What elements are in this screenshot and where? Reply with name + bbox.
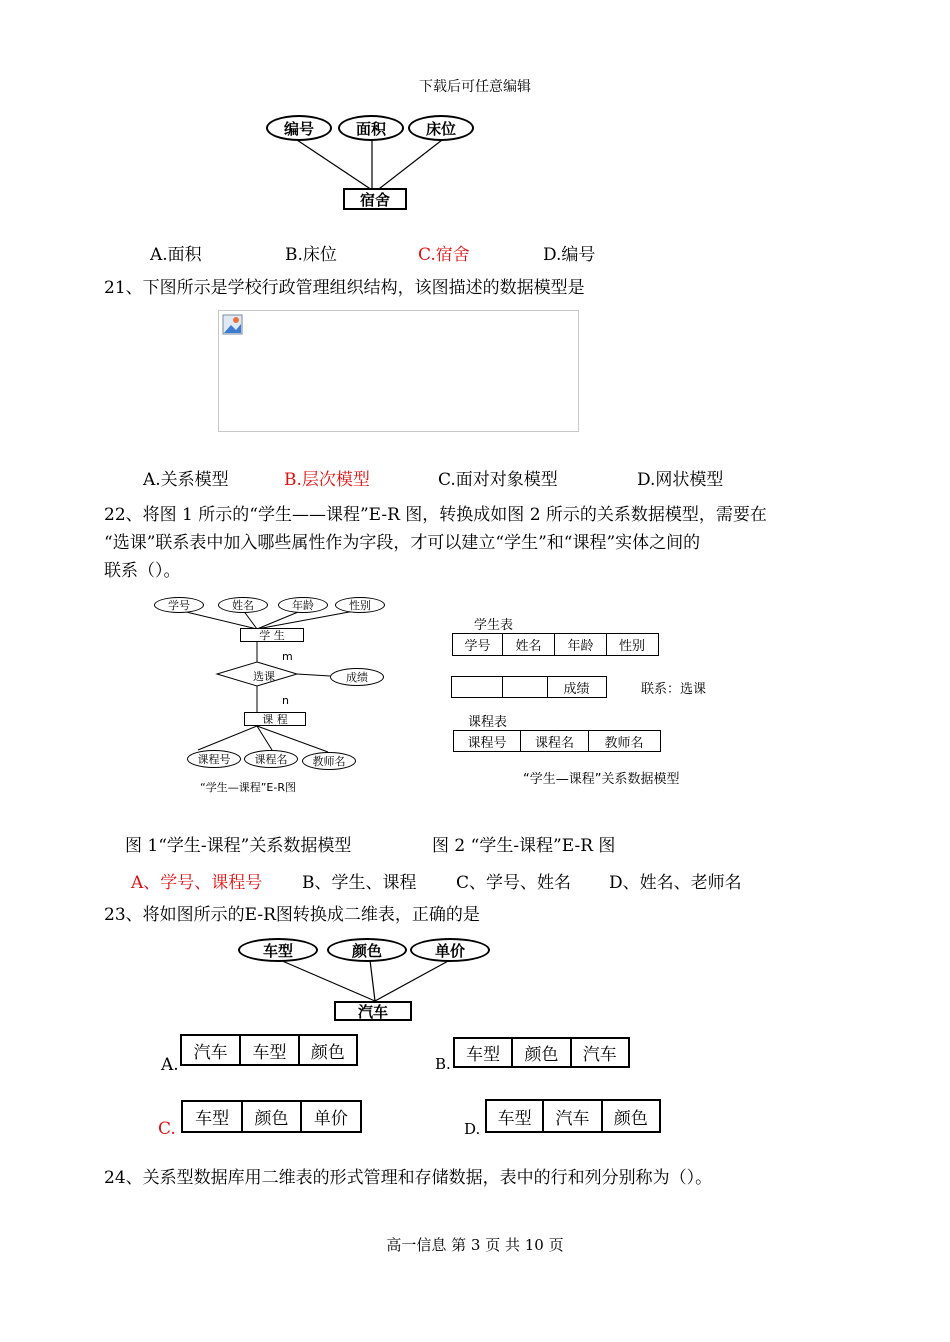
q22-link-label: 联系：选课 xyxy=(641,682,707,697)
q21-option-b: B.层次模型 xyxy=(284,470,370,490)
q22-student-col-age: 年龄 xyxy=(555,634,607,655)
q22-course-col-cid: 课程号 xyxy=(454,731,521,751)
q22-option-c: C、学号、姓名 xyxy=(456,873,572,893)
q21-option-c: C.面对对象模型 xyxy=(438,470,558,490)
q20-option-d: D.编号 xyxy=(543,245,596,265)
q22-text-line3: 联系（）。 xyxy=(104,561,181,581)
q22-link-table xyxy=(451,676,607,698)
q22-student-col-name: 姓名 xyxy=(503,634,555,655)
q20-option-b: B.床位 xyxy=(285,245,337,265)
q22-course-table xyxy=(453,730,661,752)
q23-a-col-2: 车型 xyxy=(241,1036,299,1064)
q23-option-b-table xyxy=(453,1037,630,1068)
q23-attr-price: 单价 xyxy=(410,938,490,962)
q24-text: 24、关系型数据库用二维表的形式管理和存储数据，表中的行和列分别称为（）。 xyxy=(104,1168,713,1188)
q23-b-col-2: 颜色 xyxy=(513,1039,571,1066)
q23-d-col-3: 颜色 xyxy=(613,1108,648,1129)
q22-er-attr-gender: 性别 xyxy=(335,597,385,613)
q22-student-table xyxy=(452,633,659,656)
q22-er-relation: 选课 xyxy=(253,670,275,683)
q23-option-d-table xyxy=(485,1099,661,1133)
q23-option-d-label: D. xyxy=(464,1120,481,1138)
q22-course-table-title: 课程表 xyxy=(468,715,508,730)
q22-er-n: n xyxy=(282,694,289,707)
q22-student-col-gender: 性别 xyxy=(618,639,645,654)
q21-option-a: A.关系模型 xyxy=(143,470,229,490)
q23-text: 23、将如图所示的E-R图转换成二维表，正确的是 xyxy=(104,905,480,925)
q22-er-caption: “学生—课程”E-R图 xyxy=(200,781,296,794)
q22-link-col-score: 成绩 xyxy=(563,681,590,697)
q22-er-attr-cid: 课程号 xyxy=(187,750,241,768)
q23-d-col-2: 汽车 xyxy=(544,1101,602,1131)
broken-image-icon xyxy=(222,314,244,336)
q22-student-col-sid: 学号 xyxy=(453,634,503,655)
q23-entity: 汽车 xyxy=(334,1001,412,1021)
q23-option-b-label: B. xyxy=(435,1055,451,1073)
q22-option-a: A、学号、课程号 xyxy=(131,873,263,893)
q23-c-col-2: 颜色 xyxy=(243,1102,301,1131)
q20-option-c: C.宿舍 xyxy=(418,245,470,265)
q23-c-col-3: 单价 xyxy=(313,1109,348,1129)
q22-fig-caption-1: 图 1“学生-课程”关系数据模型 xyxy=(125,836,352,856)
q22-er-entity-student: 学 生 xyxy=(240,628,304,642)
q22-option-d: D、姓名、老师名 xyxy=(609,873,742,893)
q22-er-attr-age: 年龄 xyxy=(278,597,328,613)
q23-attr-color: 颜色 xyxy=(327,938,407,962)
q20-entity: 宿舍 xyxy=(343,188,407,210)
q21-option-d: D.网状模型 xyxy=(637,470,724,490)
page-header: 下载后可任意编辑 xyxy=(419,79,531,95)
q22-er-entity-course: 课 程 xyxy=(244,712,306,726)
q23-option-c-table xyxy=(181,1100,362,1133)
q23-a-col-3: 颜色 xyxy=(310,1042,345,1063)
q23-option-c-label: C. xyxy=(158,1119,176,1139)
q23-option-a-label: A. xyxy=(161,1055,179,1075)
q23-option-a-table xyxy=(180,1034,358,1066)
q20-attr-id: 编号 xyxy=(266,115,332,141)
q23-attr-model: 车型 xyxy=(238,938,318,962)
q22-link-col-empty2 xyxy=(503,677,548,697)
q22-student-table-title: 学生表 xyxy=(474,618,514,633)
q22-option-b: B、学生、课程 xyxy=(302,873,417,893)
q21-text: 21、下图所示是学校行政管理组织结构，该图描述的数据模型是 xyxy=(104,278,585,298)
q20-option-a: A.面积 xyxy=(150,245,202,265)
q23-c-col-1: 车型 xyxy=(183,1102,243,1131)
q22-er-attr-name: 姓名 xyxy=(218,597,268,613)
q22-text-line2: “选课”联系表中加入哪些属性作为字段，才可以建立“学生”和“课程”实体之间的 xyxy=(104,533,701,553)
q20-attr-bed: 床位 xyxy=(408,115,474,141)
q22-er-attr-cname: 课程名 xyxy=(244,750,298,768)
q23-a-col-1: 汽车 xyxy=(182,1036,241,1064)
q22-model-caption: “学生—课程”关系数据模型 xyxy=(523,772,680,787)
q20-attr-area: 面积 xyxy=(338,115,404,141)
q23-b-col-1: 车型 xyxy=(455,1039,513,1066)
q21-image-placeholder xyxy=(218,310,579,432)
q22-text-line1: 22、将图 1 所示的“学生——课程”E-R 图，转换成如图 2 所示的关系数据模型，需要在 xyxy=(104,505,767,525)
q23-b-col-3: 汽车 xyxy=(582,1045,617,1065)
page-footer: 高一信息 第 3 页 共 10 页 xyxy=(386,1236,564,1254)
q22-link-col-empty1 xyxy=(452,677,503,697)
q22-er-attr-score: 成绩 xyxy=(330,668,384,686)
q22-course-col-cname: 课程名 xyxy=(521,731,589,751)
q22-er-m: m xyxy=(282,650,293,663)
q22-fig-caption-2: 图 2 “学生-课程”E-R 图 xyxy=(432,836,616,856)
q22-er-attr-teacher: 教师名 xyxy=(302,752,356,770)
q22-course-col-teacher: 教师名 xyxy=(604,735,644,751)
q22-er-attr-sid: 学号 xyxy=(154,597,204,613)
q23-d-col-1: 车型 xyxy=(487,1101,544,1131)
